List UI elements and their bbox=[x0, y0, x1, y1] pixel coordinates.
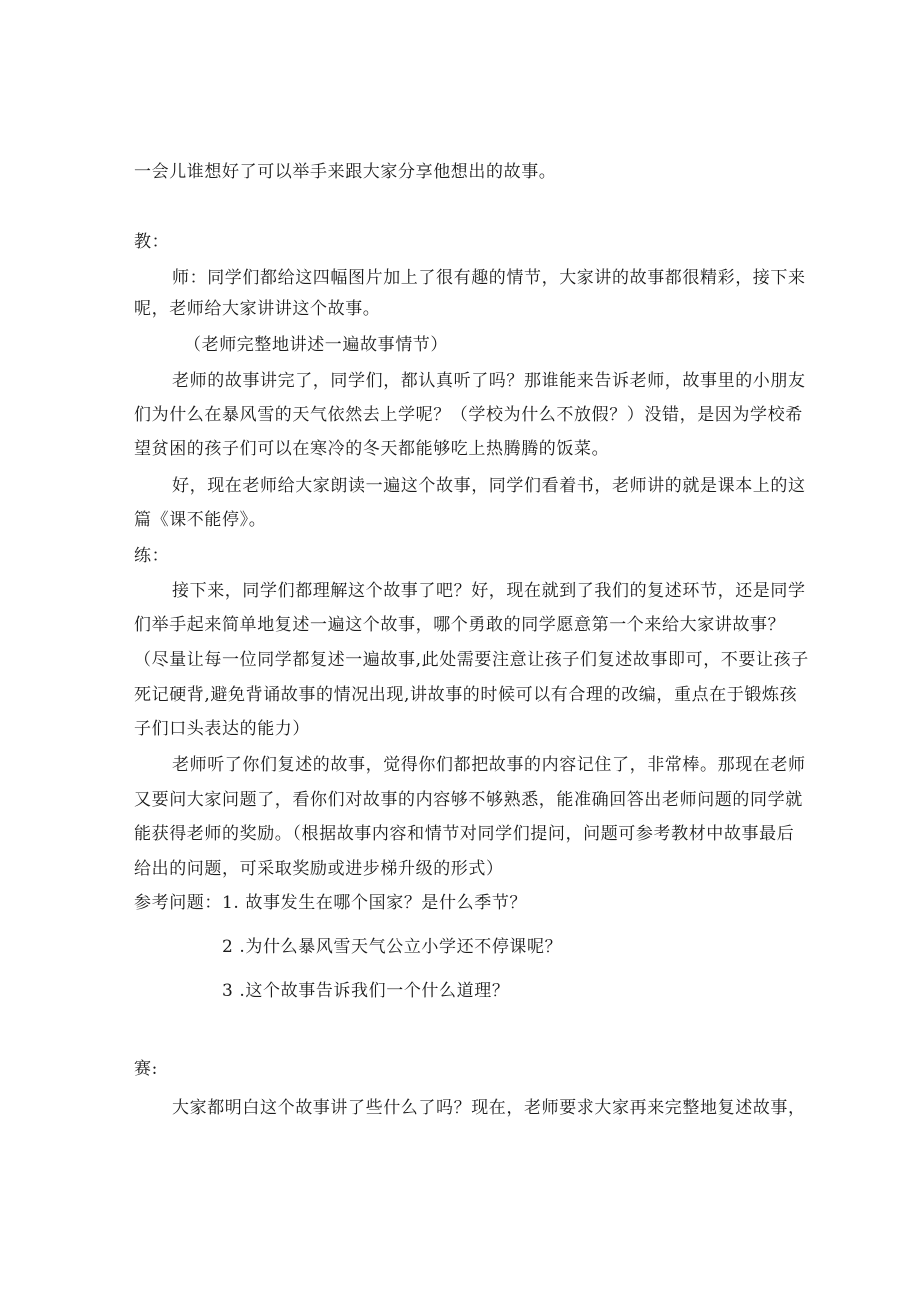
text-line: 子们口头表达的能力） bbox=[134, 719, 310, 739]
text-line: 们为什么在暴风雪的天气依然去上学呢？（学校为什么不放假？）没错，是因为学校希 bbox=[134, 405, 803, 425]
text-line: 死记硬背,避免背诵故事的情况出现,讲故事的时候可以有合理的改编，重点在于锻炼孩 bbox=[134, 685, 798, 705]
text-line: 呢，老师给大家讲讲这个故事。 bbox=[134, 299, 381, 319]
text-line: 望贫困的孩子们可以在寒冷的冬天都能够吃上热腾腾的饭菜。 bbox=[134, 439, 610, 459]
reference-question-2: 2 .为什么暴风雪天气公立小学还不停课呢？ bbox=[222, 937, 563, 957]
reference-question-3: 3 .这个故事告诉我们一个什么道理？ bbox=[222, 981, 510, 1001]
text-line: （尽量让每一位同学都复述一遍故事,此处需要注意让孩子们复述故事即可，不要让孩子 bbox=[134, 650, 809, 670]
text-line: 好，现在老师给大家朗读一遍这个故事，同学们看着书，老师讲的就是课本上的这 bbox=[172, 476, 806, 496]
text-line: 师：同学们都给这四幅图片加上了很有趣的情节，大家讲的故事都很精彩，接下来 bbox=[172, 268, 806, 288]
text-line: 能获得老师的奖励。（根据故事内容和情节对同学们提问，问题可参考教材中故事最后 bbox=[134, 824, 795, 844]
text-line: 们举手起来简单地复述一遍这个故事，哪个勇敢的同学愿意第一个来给大家讲故事？ bbox=[134, 615, 786, 635]
section-heading-practice: 练： bbox=[134, 546, 170, 566]
text-line: 接下来，同学们都理解这个故事了吧？好，现在就到了我们的复述环节，还是同学 bbox=[172, 581, 806, 601]
text-line: 又要问大家问题了，看你们对故事的内容够不够熟悉，能准确回答出老师问题的同学就 bbox=[134, 790, 803, 810]
text-line: （老师完整地讲述一遍故事情节） bbox=[184, 335, 448, 355]
text-line: 给出的问题，可采取奖励或进步梯升级的形式） bbox=[134, 859, 504, 879]
section-heading-teach: 教： bbox=[134, 232, 170, 252]
text-line: 篇《课不能停》。 bbox=[134, 510, 267, 530]
text-line: 大家都明白这个故事讲了些什么了吗？现在，老师要求大家再来完整地复述故事， bbox=[172, 1098, 806, 1118]
text-line: 老师听了你们复述的故事，觉得你们都把故事的内容记住了，非常棒。那现在老师 bbox=[172, 755, 806, 775]
text-line: 一会儿谁想好了可以举手来跟大家分享他想出的故事。 bbox=[134, 162, 557, 182]
reference-question-1: 参考问题：1. 故事发生在哪个国家？是什么季节？ bbox=[134, 893, 528, 913]
section-heading-contest: 赛: bbox=[134, 1059, 158, 1079]
text-line: 老师的故事讲完了，同学们，都认真听了吗？那谁能来告诉老师，故事里的小朋友 bbox=[172, 371, 806, 391]
